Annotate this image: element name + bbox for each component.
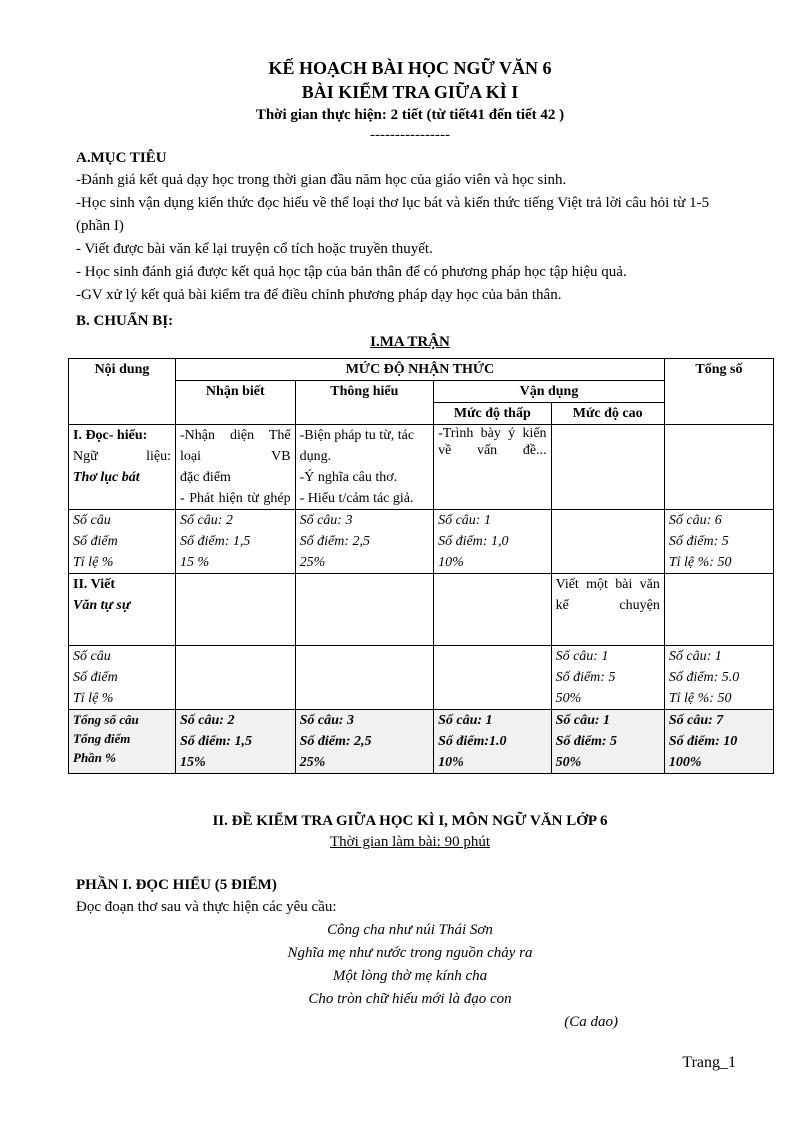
- header-understand: Thông hiểu: [295, 381, 433, 425]
- table-cell: [551, 574, 664, 646]
- table-cell: [69, 510, 176, 574]
- cell-text: Tỉ lệ %: 50: [668, 691, 732, 706]
- divider-line: ----------------: [370, 127, 450, 143]
- objective-line: - Học sinh đánh giá được kết quả học tập của bản thân để có phương pháp học tập hiệu quả.: [76, 264, 627, 280]
- cell-text: 25%: [299, 755, 326, 770]
- cell-text: Số điểm: 5.0: [668, 670, 740, 685]
- table-row: [69, 425, 774, 510]
- cell-text: Số điểm: 5: [668, 534, 729, 549]
- table-cell: [176, 510, 296, 574]
- matrix-table: [68, 358, 774, 774]
- objective-line: - Viết được bài văn kể lại truyện cổ tích hoặc truyền thuyết.: [76, 241, 433, 257]
- cell-text: I. Đọc- hiểu:: [73, 428, 148, 443]
- table-cell: [295, 574, 433, 646]
- matrix-title: I.MA TRẬN: [370, 334, 450, 350]
- table-cell: [295, 425, 433, 510]
- cell-text: Số câu: 3: [299, 713, 355, 728]
- table-row: [69, 510, 774, 574]
- cell-text: -Trình bày ý kiến về vấn đề...: [438, 426, 547, 458]
- cell-text: Số câu: 3: [299, 513, 353, 528]
- header-content: Nội dung: [69, 359, 176, 425]
- cell-text: Số câu: 6: [668, 513, 722, 528]
- cell-text: -Nhận diện Thể loại VB: [180, 428, 291, 464]
- cell-text: - Phát hiện từ ghép: [180, 491, 291, 506]
- cell-text: Số điểm: 10: [668, 734, 738, 749]
- cell-text: 50%: [555, 691, 582, 706]
- cell-text: Tổng điểm: [73, 731, 131, 746]
- cell-text: Ngữ liệu:: [73, 449, 171, 464]
- cell-text: Tỉ lệ %: [73, 555, 114, 570]
- cell-text: Viết một bài văn kể chuyện: [555, 577, 660, 613]
- table-cell: [664, 510, 773, 574]
- cell-text: Số điểm: 1,0: [438, 534, 509, 549]
- table-row: [69, 574, 774, 646]
- cell-text: Số câu: 2: [180, 513, 233, 528]
- cell-text: 10%: [438, 755, 464, 770]
- cell-text: Số câu: 7: [668, 713, 724, 728]
- section-a-heading: A.MỤC TIÊU: [76, 150, 167, 166]
- cell-text: Thơ lục bát: [73, 470, 140, 485]
- objective-line: -GV xử lý kết quả bài kiểm tra để điều chỉnh phương pháp dạy học của bản thân.: [76, 287, 562, 303]
- cell-text: Số câu: 1: [438, 513, 491, 528]
- exam-title: II. ĐỀ KIỂM TRA GIỮA HỌC KÌ I, MÔN NGỮ VĂN LỚP 6: [212, 813, 608, 829]
- header-high-level: Mức độ cao: [551, 403, 664, 425]
- cell-text: 50%: [555, 755, 582, 770]
- table-cell: [176, 425, 296, 510]
- cell-text: Số điểm: 5: [555, 734, 618, 749]
- header-apply: Vận dụng: [434, 381, 665, 403]
- cell-text: - Hiểu t/cảm tác giả.: [299, 491, 414, 506]
- cell-text: Số điểm: 1,5: [180, 734, 252, 749]
- table-cell: [295, 646, 433, 710]
- table-cell: [295, 510, 433, 574]
- cell-text: 100%: [668, 755, 702, 770]
- table-cell: [434, 710, 552, 774]
- table-cell: [176, 710, 296, 774]
- cell-text: đặc điểm: [180, 470, 231, 485]
- cell-text: Tỉ lệ %: [73, 691, 114, 706]
- document-title: KẾ HOẠCH BÀI HỌC NGỮ VĂN 6: [268, 58, 552, 78]
- cell-text: 10%: [438, 555, 464, 570]
- document-subtitle: BÀI KIỂM TRA GIỮA KÌ I: [301, 82, 519, 102]
- exam-duration: Thời gian làm bài: 90 phút: [330, 834, 490, 850]
- table-row: [69, 646, 774, 710]
- header-cognitive-level: MỨC ĐỘ NHẬN THỨC: [176, 359, 665, 381]
- table-cell: [69, 425, 176, 510]
- poem-line: Nghĩa mẹ như nước trong nguồn chảy ra: [287, 945, 533, 961]
- cell-text: Số câu: 1: [555, 649, 609, 664]
- table-cell: [434, 574, 552, 646]
- poem-line: Một lòng thờ mẹ kính cha: [332, 968, 488, 984]
- objective-line: -Học sinh vận dụng kiến thức đọc hiểu về thể loại thơ lục bát và kiến thức tiếng Việt trả lời câu hỏi từ 1-5 (phần I): [76, 195, 710, 234]
- cell-text: 15 %: [180, 555, 210, 570]
- table-cell: [69, 646, 176, 710]
- table-cell: [664, 574, 773, 646]
- table-cell: [551, 710, 664, 774]
- header-recognize: Nhận biết: [176, 381, 296, 425]
- table-cell: [434, 425, 552, 510]
- cell-text: Số điểm: [73, 534, 118, 549]
- table-cell: [551, 646, 664, 710]
- cell-text: Số điểm:1.0: [438, 734, 507, 749]
- objective-line: -Đánh giá kết quả dạy học trong thời gian đầu năm học của giáo viên và học sinh.: [76, 172, 567, 188]
- cell-text: Số điểm: [73, 670, 118, 685]
- section-b-heading: B. CHUẨN BỊ:: [76, 313, 174, 329]
- document-page: [76, 56, 744, 348]
- exam-section: [76, 810, 744, 1034]
- table-cell: [434, 510, 552, 574]
- cell-text: II. Viết: [73, 577, 115, 592]
- header-total: Tổng số: [664, 359, 773, 425]
- poem-line: Công cha như núi Thái Sơn: [327, 922, 493, 938]
- cell-text: Số câu: [73, 649, 111, 664]
- cell-text: -Ý nghĩa câu thơ.: [299, 470, 398, 485]
- cell-text: Số câu: 2: [180, 713, 235, 728]
- duration-line: Thời gian thực hiện: 2 tiết (từ tiết41 đến tiết 42 ): [255, 107, 565, 123]
- table-cell: [434, 646, 552, 710]
- cell-text: Tỉ lệ %: 50: [668, 555, 732, 570]
- cell-text: Văn tự sự: [73, 598, 131, 613]
- cell-text: Số điểm: 2,5: [299, 534, 370, 549]
- table-cell: [664, 646, 773, 710]
- table-cell: [69, 574, 176, 646]
- table-cell: [551, 510, 664, 574]
- table-cell: [664, 710, 773, 774]
- cell-text: Phần %: [73, 750, 116, 765]
- table-cell: [664, 425, 773, 510]
- instruction-text: Đọc đoạn thơ sau và thực hiện các yêu cầu:: [76, 899, 337, 915]
- poem-source: (Ca dao): [564, 1014, 618, 1030]
- cell-text: -Biện pháp tu từ, tác dụng.: [299, 428, 415, 464]
- cell-text: Số điểm: 2,5: [299, 734, 372, 749]
- cell-text: Số câu: 1: [555, 713, 611, 728]
- cell-text: Số câu: 1: [668, 649, 722, 664]
- page-number: Trang_1: [682, 1054, 736, 1071]
- table-cell: [176, 646, 296, 710]
- table-cell: [551, 425, 664, 510]
- cell-text: 15%: [180, 755, 206, 770]
- part1-heading: PHẦN I. ĐỌC HIỂU (5 ĐIỂM): [76, 877, 277, 893]
- cell-text: Số điểm: 1,5: [180, 534, 251, 549]
- cell-text: Số câu: 1: [438, 713, 493, 728]
- poem-line: Cho tròn chữ hiếu mới là đạo con: [308, 991, 512, 1007]
- table-row: [69, 710, 774, 774]
- table-cell: [295, 710, 433, 774]
- cell-text: Số điểm: 5: [555, 670, 616, 685]
- cell-text: Số câu: [73, 513, 111, 528]
- header-low-level: Mức độ thấp: [434, 403, 552, 425]
- cell-text: Tổng số câu: [73, 712, 139, 727]
- table-cell: [176, 574, 296, 646]
- cell-text: 25%: [299, 555, 326, 570]
- table-cell: [69, 710, 176, 774]
